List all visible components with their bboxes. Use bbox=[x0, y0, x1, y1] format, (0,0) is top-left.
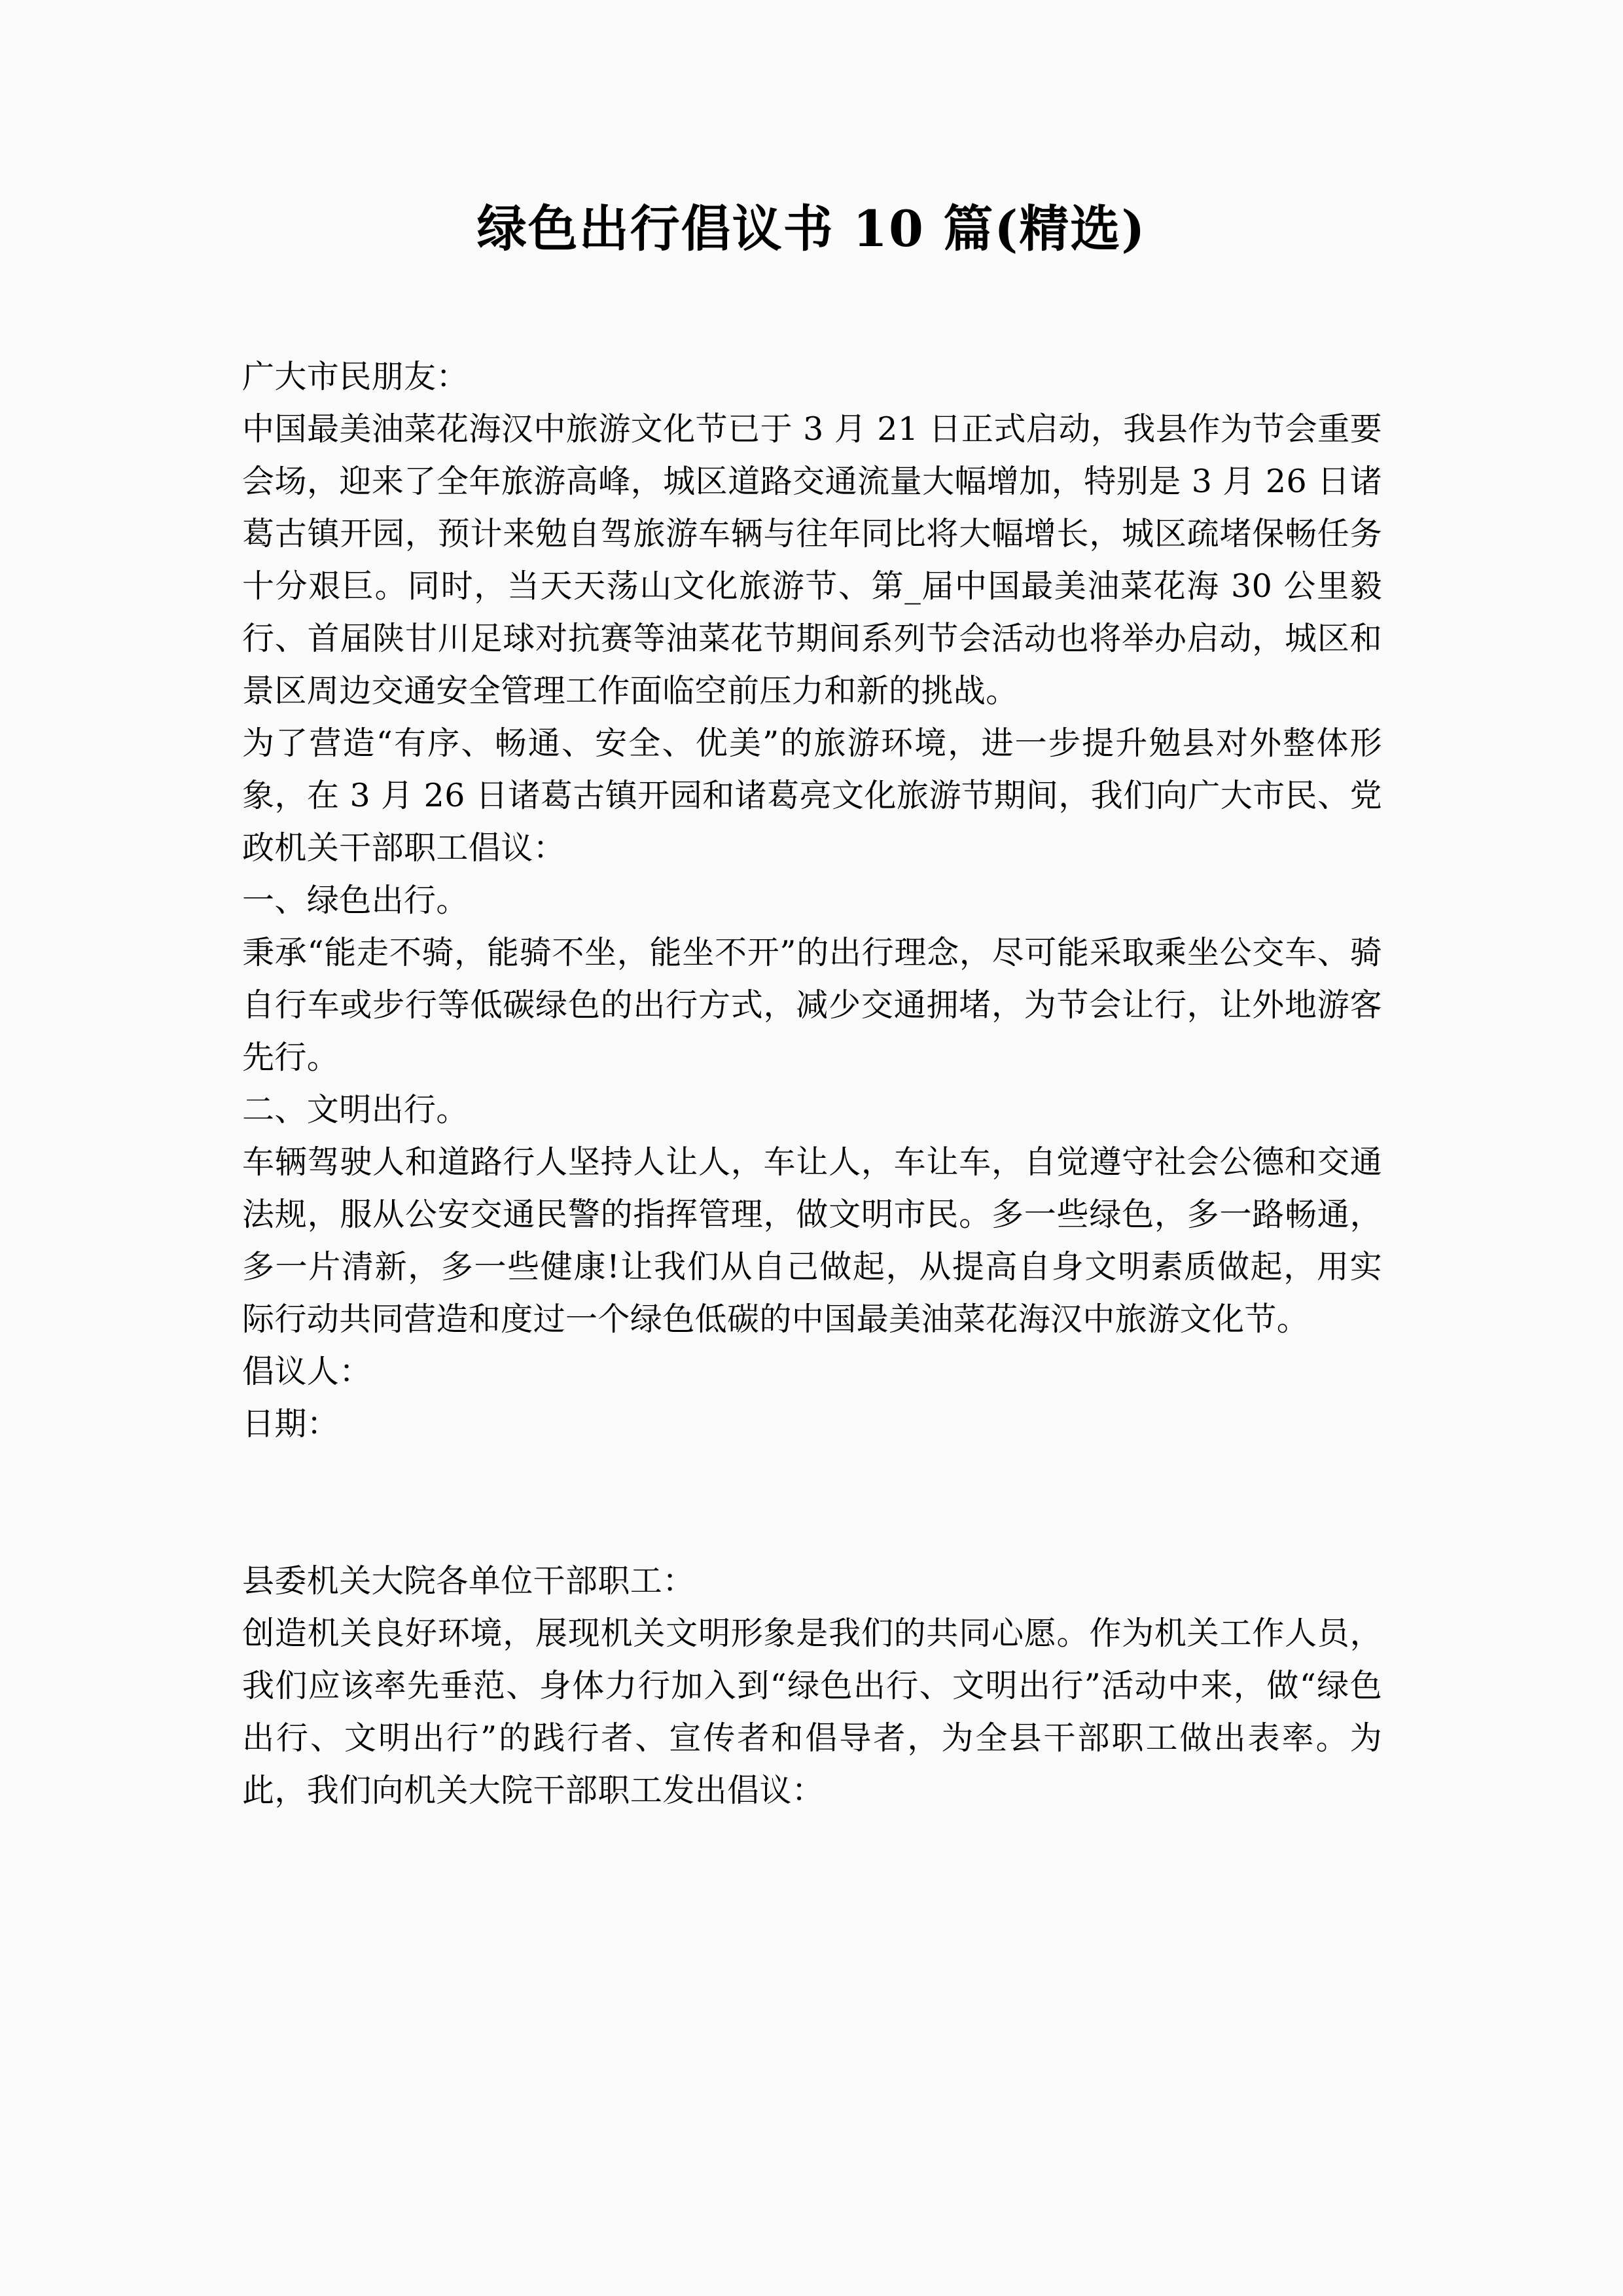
salutation-letter-two: 县委机关大院各单位干部职工： bbox=[242, 1562, 695, 1600]
section-separator bbox=[242, 1450, 1382, 1503]
page-title: 绿色出行倡议书 10 篇(精选) bbox=[476, 200, 1147, 258]
signature-label: 倡议人： bbox=[242, 1353, 372, 1390]
date-label: 日期： bbox=[242, 1405, 340, 1443]
section-body-green-travel: 秉承“能走不骑，能骑不坐，能坐不开”的出行理念，尽可能采取乘坐公交车、骑自行车或步行等低碳绿色的出行方式，减少交通拥堵，为节会让行，让外地游客先行。 bbox=[242, 934, 1382, 1076]
section-heading-civilized-travel: 二、文明出行。 bbox=[242, 1091, 469, 1128]
paragraph-agency-proposal: 创造机关良好环境，展现机关文明形象是我们的共同心愿。作为机关工作人员，我们应该率先垂范、身体力行加入到“绿色出行、文明出行”活动中来，做“绿色出行、文明出行”的践行者、宣传者和倡导者，为全县干部职工做出表率。为此，我们向机关大院干部职工发出倡议： bbox=[242, 1615, 1382, 1809]
section-body-civilized-travel: 车辆驾驶人和道路行人坚持人让人，车让人，车让车，自觉遵守社会公德和交通法规，服从公安交通民警的指挥管理，做文明市民。多一些绿色，多一路畅通，多一片清新，多一些健康!让我们从自己做起，从提高自身文明素质做起，用实际行动共同营造和度过一个绿色低碳的中国最美油菜花海汉中旅游文化节。 bbox=[242, 1143, 1382, 1338]
section-heading-green-travel: 一、绿色出行。 bbox=[242, 882, 469, 919]
document-body bbox=[242, 351, 1382, 1817]
paragraph-purpose-proposal: 为了营造“有序、畅通、安全、优美”的旅游环境，进一步提升勉县对外整体形象，在 3 月 26 日诸葛古镇开园和诸葛亮文化旅游节期间，我们向广大市民、党政机关干部职工倡议： bbox=[242, 725, 1382, 867]
section-separator-2 bbox=[242, 1503, 1382, 1555]
paragraph-intro-festival: 中国最美油菜花海汉中旅游文化节已于 3 月 21 日正式启动，我县作为节会重要会场，迎来了全年旅游高峰，城区道路交通流量大幅增加，特别是 3 月 26 日诸葛古镇开园，预计来勉自驾旅游车辆与往年同比将大幅增长，城区疏堵保畅任务十分艰巨。同时，当天天荡山文化旅游节、第_届中国最美油菜花海 30 公里毅行、首届陕甘川足球对抗赛等油菜花节期间系列节会活动也将举办启动，城区和景区周边交通安全管理工作面临空前压力和新的挑战。 bbox=[242, 410, 1382, 709]
salutation-letter-one: 广大市民朋友： bbox=[242, 358, 469, 395]
